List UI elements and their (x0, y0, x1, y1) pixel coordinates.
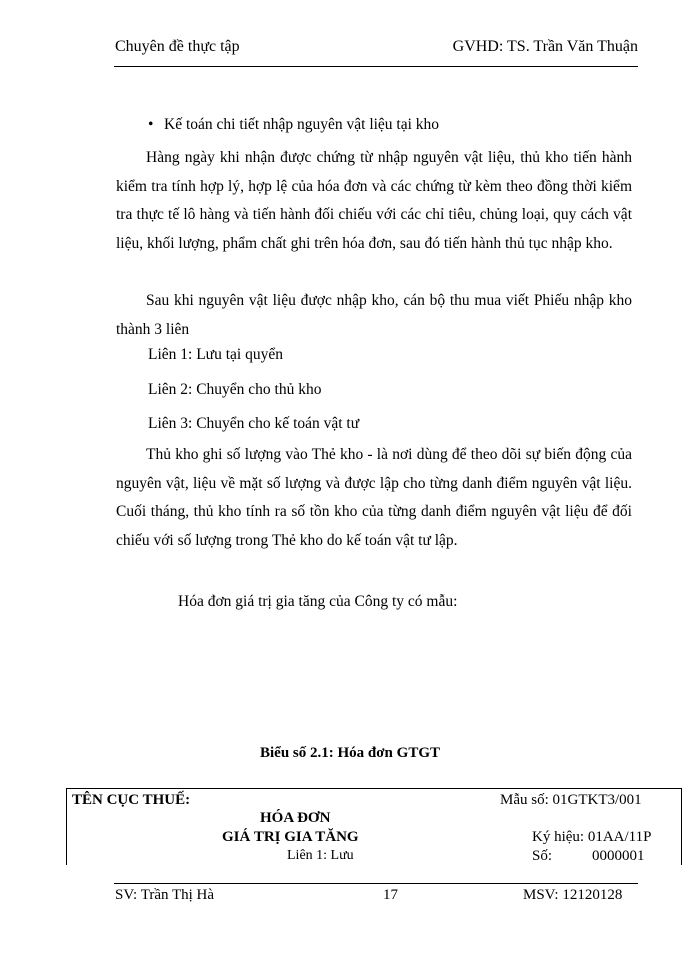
invoice-intro: Hóa đơn giá trị gia tăng của Công ty có mẫu: (178, 593, 458, 610)
invoice-tax-office-label: TÊN CỤC THUẾ: (72, 792, 191, 808)
footer-student-id: MSV: 12120128 (523, 887, 623, 903)
invoice-symbol: Ký hiệu: 01AA/11P (532, 829, 652, 845)
footer-divider (114, 883, 638, 884)
figure-caption: Biểu số 2.1: Hóa đơn GTGT (259, 745, 440, 761)
paragraph-text: Hàng ngày khi nhận được chứng từ nhập nguyên vật liệu, thủ kho tiến hành kiểm tra tính hợp lý, hợp lệ của hóa đơn và các chứng từ kèm theo đồng thời kiểm tra thực tế lô hàng và tiến hành đối chiếu với các chỉ tiêu, chủng loại, quy cách vật liệu, khối lượng, phẩm chất ghi trên hóa đơn, sau đó tiến hành thủ tục nhập kho. (116, 149, 632, 252)
header-supervisor: GVHD: TS. Trần Văn Thuận (452, 38, 638, 55)
section-heading-text: Kế toán chi tiết nhập nguyên vật liệu tại kho (164, 116, 440, 133)
paragraph-text: Sau khi nguyên vật liệu được nhập kho, cán bộ thu mua viết Phiếu nhập kho thành 3 liên (116, 292, 632, 338)
section-bullet-heading (148, 116, 439, 134)
paragraph-receipt-check (116, 144, 632, 258)
copy-item-3: Liên 3: Chuyển cho kế toán vật tư (148, 415, 360, 432)
copy-item-2: Liên 2: Chuyển cho thủ kho (148, 381, 322, 398)
invoice-form-number: Mẫu số: 01GTKT3/001 (500, 792, 642, 808)
invoice-number-value: 0000001 (592, 848, 645, 864)
footer-page-number: 17 (383, 887, 398, 903)
header-course-title: Chuyên đề thực tập (115, 38, 240, 55)
invoice-copy: Liên 1: Lưu (287, 848, 354, 863)
copy-item-1: Liên 1: Lưu tại quyển (148, 346, 283, 363)
bullet-icon: • (148, 116, 154, 133)
footer-student-name: SV: Trần Thị Hà (115, 887, 215, 903)
invoice-title-line1: HÓA ĐƠN (260, 810, 331, 826)
paragraph-text: Thủ kho ghi số lượng vào Thẻ kho - là nơi dùng để theo dõi sự biến động của nguyên vật, liệu về mặt số lượng và được lập cho từng danh điểm nguyên vật liệu. Cuối tháng, thủ kho tính ra số tồn kho của từng danh điểm nguyên vật liệu để đối chiếu với số lượng trong Thẻ kho do kế toán vật tư lập. (116, 446, 632, 549)
invoice-number-label: Số: (532, 848, 553, 864)
paragraph-stock-card (116, 441, 632, 555)
paragraph-receipt-note (116, 287, 632, 344)
header-divider (114, 66, 638, 67)
invoice-title-line2: GIÁ TRỊ GIA TĂNG (222, 829, 359, 845)
